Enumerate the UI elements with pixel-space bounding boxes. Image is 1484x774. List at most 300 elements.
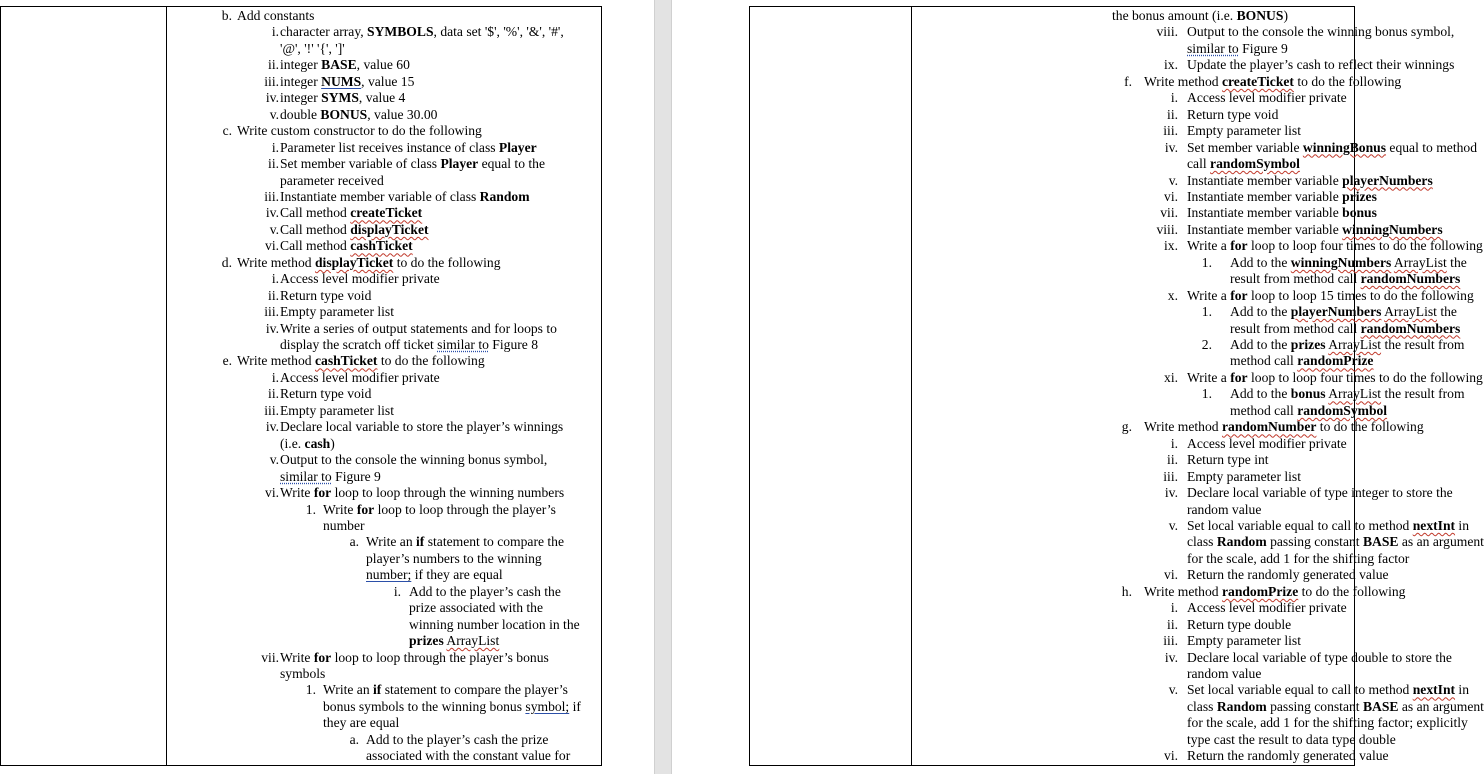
text-segment: associated with the constant value for xyxy=(366,748,571,764)
text-segment: symbols xyxy=(280,666,326,681)
text-segment: Empty parameter list xyxy=(1187,633,1302,649)
text-segment: Instantiate member variable xyxy=(1187,205,1343,221)
text-segment: BASE xyxy=(321,57,357,73)
instruction-text xyxy=(409,617,580,634)
text-segment: Write method xyxy=(237,254,315,270)
text-segment: Write xyxy=(280,485,314,501)
text-segment: Output to the console the winning bonus symbol, xyxy=(1187,24,1455,40)
instruction-line xyxy=(1,337,601,354)
instruction-text xyxy=(1187,650,1452,667)
instruction-line xyxy=(750,369,1483,387)
instruction-line xyxy=(750,353,1374,370)
instruction-line xyxy=(750,666,1354,683)
list-marker: e. xyxy=(222,353,232,369)
instruction-line xyxy=(1,600,601,617)
instruction-line xyxy=(750,238,1483,255)
list-marker: ii. xyxy=(1167,452,1178,468)
instruction-line xyxy=(1,419,601,436)
text-segment: Instantiate member variable of class xyxy=(280,188,480,204)
text-segment: the bonus amount (i.e. xyxy=(1112,8,1237,23)
instruction-line xyxy=(750,304,1457,321)
text-segment: , value 15 xyxy=(361,73,415,89)
instruction-line xyxy=(1,370,601,387)
text-segment: Update the player’s cash to reflect their winnings xyxy=(1187,57,1455,73)
text-segment: ArrayList xyxy=(1393,254,1447,270)
list-marker: v. xyxy=(269,106,279,122)
instruction-line xyxy=(1,173,601,190)
list-marker: i. xyxy=(271,369,279,385)
instruction-line xyxy=(1,452,601,469)
instruction-line xyxy=(750,24,1455,41)
list-marker: ii. xyxy=(1167,616,1178,632)
text-segment: Write a xyxy=(1187,287,1231,303)
text-segment: Access level modifier private xyxy=(1187,600,1347,616)
text-segment: cash xyxy=(304,435,331,451)
text-segment: to do the following xyxy=(377,353,485,369)
list-marker: i. xyxy=(271,24,279,40)
instruction-line xyxy=(750,402,1388,420)
text-segment: random value xyxy=(1187,501,1262,517)
instruction-text xyxy=(366,534,564,551)
instruction-text xyxy=(1230,403,1387,420)
list-marker: i. xyxy=(271,271,279,287)
instruction-text xyxy=(237,123,482,140)
text-segment: Figure 8 xyxy=(488,337,538,352)
text-segment: ) xyxy=(330,435,335,451)
instruction-line xyxy=(750,287,1474,305)
text-segment: Declare local variable of type double to store the xyxy=(1187,649,1452,665)
list-marker: iv. xyxy=(1164,139,1178,155)
list-marker: ix. xyxy=(1164,57,1178,73)
instruction-text xyxy=(237,8,314,25)
text-segment: integer xyxy=(280,73,322,89)
text-segment: ArrayList xyxy=(1384,304,1437,320)
text-segment: method call xyxy=(1230,402,1298,418)
instruction-line xyxy=(1,403,601,420)
text-segment: Write xyxy=(280,649,314,665)
list-marker: iii. xyxy=(264,73,279,89)
text-segment: loop to loop 15 times to do the following xyxy=(1247,287,1474,303)
list-marker: g. xyxy=(1121,419,1132,435)
list-marker: ii. xyxy=(268,287,279,303)
instruction-line xyxy=(1,666,601,683)
text-segment: in xyxy=(1455,517,1470,533)
list-marker: iv. xyxy=(265,419,279,435)
text-segment: Random xyxy=(1216,698,1267,714)
text-segment: Set local variable equal to call to method xyxy=(1187,517,1413,533)
instruction-text xyxy=(1230,321,1460,338)
instruction-line xyxy=(750,633,1354,650)
list-marker: ii. xyxy=(1167,106,1178,122)
instruction-text xyxy=(1187,732,1396,749)
text-segment: statement to compare the player’s xyxy=(381,682,568,698)
instruction-text xyxy=(1112,8,1288,25)
text-segment: the result from xyxy=(1381,386,1465,402)
instruction-line xyxy=(1,255,601,272)
instruction-line xyxy=(1,584,601,601)
text-segment: if xyxy=(373,682,382,698)
instruction-text xyxy=(323,699,581,716)
instruction-line xyxy=(750,567,1389,584)
text-segment: as an argument xyxy=(1398,534,1484,550)
text-segment: Return the randomly generated value xyxy=(1187,748,1389,764)
list-marker: vi. xyxy=(265,485,279,501)
text-segment: Return type void xyxy=(280,386,372,402)
instruction-text xyxy=(1187,24,1454,41)
text-segment: double xyxy=(280,106,321,122)
text-segment: the xyxy=(1436,304,1457,320)
instruction-text xyxy=(409,600,543,617)
list-marker: vi. xyxy=(265,238,279,254)
instruction-line xyxy=(1,140,601,157)
instruction-line xyxy=(750,469,1354,486)
text-segment: to do the following xyxy=(393,254,501,270)
text-segment: playerNumbers xyxy=(1290,304,1382,320)
instruction-line xyxy=(1,633,601,650)
instruction-line xyxy=(1,386,601,403)
text-segment: playerNumbers xyxy=(1342,172,1433,188)
instruction-line xyxy=(750,156,1354,173)
instruction-text xyxy=(280,337,538,354)
text-segment: '@', '!' '{', ']' xyxy=(280,40,345,56)
text-segment: for the scale, add 1 for the shifting factor; explicitly xyxy=(1187,715,1468,731)
instruction-text xyxy=(366,567,503,584)
instruction-text xyxy=(280,650,549,667)
list-marker: 1. xyxy=(1201,304,1212,320)
instruction-line xyxy=(1,304,601,321)
instruction-line xyxy=(750,502,1354,519)
text-segment: similar to xyxy=(280,468,332,484)
instruction-line xyxy=(1,551,601,568)
instruction-line xyxy=(750,107,1354,124)
text-segment: equal to method xyxy=(1386,139,1477,155)
list-marker: b. xyxy=(221,8,232,23)
instruction-text xyxy=(1187,222,1443,239)
instruction-line xyxy=(1,271,601,288)
text-segment: for xyxy=(313,485,332,501)
instruction-line xyxy=(750,205,1377,222)
instruction-text xyxy=(280,24,564,41)
text-segment: call xyxy=(1187,156,1211,172)
text-segment: , value 4 xyxy=(358,90,406,106)
text-segment: NUMS xyxy=(321,73,362,89)
instruction-text xyxy=(280,370,440,387)
instruction-text xyxy=(1187,469,1301,486)
list-marker: xi. xyxy=(1164,369,1178,385)
instruction-text xyxy=(409,633,499,650)
instruction-line xyxy=(750,254,1467,272)
text-segment: Figure 9 xyxy=(1238,40,1288,56)
instruction-line xyxy=(1,732,601,749)
instruction-text xyxy=(1187,173,1433,190)
instruction-line xyxy=(1,107,601,124)
instruction-line xyxy=(1,534,601,551)
text-segment: randomNumbers xyxy=(1360,320,1461,336)
text-segment: randomNumbers xyxy=(1360,271,1461,287)
instruction-line xyxy=(750,172,1433,190)
list-marker: iv. xyxy=(265,90,279,106)
text-segment: number xyxy=(323,517,365,533)
list-marker: d. xyxy=(221,254,232,270)
instruction-text xyxy=(280,156,545,173)
instruction-text xyxy=(280,666,325,683)
text-segment: createTicket xyxy=(1221,73,1294,89)
instruction-line xyxy=(1,502,601,519)
text-segment: nextInt xyxy=(1412,682,1456,698)
instruction-text xyxy=(1187,551,1409,568)
text-segment: Set member variable of class xyxy=(280,156,441,172)
instruction-text xyxy=(323,518,365,535)
text-segment: displayTicket xyxy=(314,254,394,270)
text-segment: Instantiate member variable xyxy=(1187,188,1343,204)
instruction-text xyxy=(280,271,440,288)
list-marker: 2. xyxy=(1201,337,1212,352)
instruction-text xyxy=(1187,502,1261,519)
text-segment: Random xyxy=(479,188,530,204)
text-segment: to do the following xyxy=(1316,419,1424,435)
text-segment: SYMBOLS xyxy=(367,24,434,40)
text-segment: Instantiate member variable xyxy=(1187,221,1343,237)
instruction-line xyxy=(1,288,601,305)
instruction-text xyxy=(366,732,548,749)
text-segment: loop to loop through the player’s bonus xyxy=(331,649,549,665)
instruction-text xyxy=(280,189,530,206)
text-segment: Set local variable equal to call to method xyxy=(1187,682,1413,698)
text-segment: to do the following xyxy=(1298,583,1406,599)
instruction-text xyxy=(1187,370,1483,387)
text-segment: randomPrize xyxy=(1297,353,1374,369)
text-segment: the xyxy=(1446,254,1467,270)
list-marker: iii. xyxy=(1163,468,1178,484)
instruction-text xyxy=(280,107,437,124)
text-segment: Write method xyxy=(1144,419,1222,435)
text-segment: in xyxy=(1455,682,1470,698)
instruction-text xyxy=(280,90,405,107)
text-segment: as an argument xyxy=(1398,698,1484,714)
instruction-line xyxy=(1,41,601,58)
text-segment: Return type int xyxy=(1187,452,1269,468)
instruction-text xyxy=(323,715,399,732)
instruction-line xyxy=(750,617,1354,634)
text-segment: winningNumbers xyxy=(1342,221,1443,237)
list-marker: h. xyxy=(1121,583,1132,599)
instruction-text xyxy=(1187,436,1347,453)
text-segment: the result from xyxy=(1381,337,1465,352)
instruction-text xyxy=(1187,748,1389,765)
instruction-line xyxy=(750,337,1465,354)
list-marker: 1. xyxy=(305,682,316,698)
list-marker: i. xyxy=(1170,90,1178,106)
text-segment: bonus symbols to the winning bonus xyxy=(323,698,526,714)
text-segment: Add to the player’s cash the xyxy=(409,583,561,599)
text-segment: randomPrize xyxy=(1221,583,1299,599)
list-marker: ii. xyxy=(268,156,279,172)
instruction-text xyxy=(280,74,414,91)
text-segment: Declare local variable of type integer to store the xyxy=(1187,485,1453,501)
instruction-text xyxy=(280,419,563,436)
instruction-text xyxy=(409,584,561,601)
list-marker: viii. xyxy=(1156,221,1178,237)
list-marker: ii. xyxy=(268,57,279,73)
text-segment: ArrayList xyxy=(1328,386,1382,402)
text-segment: Instantiate member variable xyxy=(1187,172,1343,188)
list-marker: ix. xyxy=(1164,238,1178,254)
instruction-text xyxy=(1144,419,1424,436)
instruction-line xyxy=(750,583,1406,601)
text-segment: Write an xyxy=(323,682,374,698)
text-segment: winningBonus xyxy=(1302,139,1387,155)
instruction-line xyxy=(1,156,601,173)
list-marker: vi. xyxy=(1164,188,1178,204)
list-marker: iv. xyxy=(265,205,279,221)
text-segment: symbol; xyxy=(525,698,570,714)
list-marker: 1. xyxy=(1201,254,1212,270)
instruction-line xyxy=(750,57,1455,74)
text-segment: class xyxy=(1187,534,1217,550)
page-gap xyxy=(654,0,672,774)
list-marker: iii. xyxy=(1163,123,1178,139)
instruction-text xyxy=(280,403,394,420)
list-marker: 1. xyxy=(1201,386,1212,402)
list-marker: c. xyxy=(222,123,232,139)
instruction-line xyxy=(750,682,1470,699)
list-marker: 1. xyxy=(305,501,316,517)
instruction-text xyxy=(1187,238,1483,255)
text-segment: cashTicket xyxy=(350,238,413,254)
instruction-line xyxy=(750,419,1424,436)
text-segment: Output to the console the winning bonus symbol, xyxy=(280,452,548,468)
text-segment: Write method xyxy=(237,353,315,369)
text-segment: Access level modifier private xyxy=(1187,90,1347,106)
text-segment: Write custom constructor to do the following xyxy=(237,123,482,139)
text-segment: winning number location in the xyxy=(409,616,580,632)
instruction-text xyxy=(366,748,570,765)
instruction-line xyxy=(750,485,1453,502)
list-marker: v. xyxy=(1168,517,1178,533)
text-segment: Write a series of output statements and for loops to xyxy=(280,320,557,336)
instruction-text xyxy=(1187,567,1389,584)
text-segment: Figure 9 xyxy=(331,468,381,484)
instruction-line xyxy=(750,271,1461,288)
instruction-text xyxy=(1187,90,1347,107)
list-marker: iv. xyxy=(265,320,279,336)
text-segment: ) xyxy=(1283,8,1288,23)
text-segment: Write a xyxy=(1187,238,1231,254)
instruction-text xyxy=(1187,189,1377,206)
text-segment: , value 30.00 xyxy=(367,106,438,122)
text-segment: bonus xyxy=(1342,205,1377,221)
text-segment: equal to the xyxy=(478,156,546,172)
instruction-text xyxy=(1187,485,1453,502)
instruction-text xyxy=(237,353,485,370)
instruction-line xyxy=(1,617,601,634)
instruction-text xyxy=(1230,271,1460,288)
instruction-line xyxy=(750,90,1354,107)
instruction-text xyxy=(1187,715,1468,732)
text-segment: ArrayList xyxy=(446,633,500,649)
text-segment: if xyxy=(416,534,425,550)
instruction-text xyxy=(280,140,537,157)
text-segment: , value 60 xyxy=(356,57,410,73)
instruction-text xyxy=(280,469,381,486)
list-marker: i. xyxy=(1170,600,1178,616)
instruction-line xyxy=(750,748,1389,765)
instruction-line xyxy=(1,57,601,74)
text-segment: if xyxy=(569,698,581,714)
text-segment: bonus xyxy=(1290,386,1326,402)
list-marker: v. xyxy=(269,221,279,237)
text-segment: prizes xyxy=(1290,337,1326,352)
instruction-line xyxy=(750,436,1354,453)
instruction-text xyxy=(1187,205,1377,222)
list-marker: x. xyxy=(1167,287,1178,303)
list-marker: iv. xyxy=(1164,485,1178,501)
instruction-text xyxy=(1230,337,1464,354)
instruction-text xyxy=(1187,534,1484,551)
list-marker: a. xyxy=(349,534,359,550)
instruction-line xyxy=(750,123,1354,140)
list-marker: ii. xyxy=(268,386,279,402)
instruction-text xyxy=(280,386,371,403)
text-segment: for xyxy=(313,649,332,665)
instruction-text xyxy=(280,57,410,74)
instruction-line xyxy=(750,8,1354,25)
text-segment: for xyxy=(1230,287,1248,303)
instruction-text xyxy=(1230,386,1465,403)
text-segment: loop to loop four times to do the following xyxy=(1247,369,1483,385)
text-segment: Return type double xyxy=(1187,616,1292,632)
text-segment: Access level modifier private xyxy=(280,369,440,385)
text-segment: Empty parameter list xyxy=(1187,468,1302,484)
text-segment: passing constant xyxy=(1266,534,1363,550)
list-marker: viii. xyxy=(1156,24,1178,40)
instruction-text xyxy=(1187,682,1469,699)
instruction-line xyxy=(750,73,1402,91)
list-marker: a. xyxy=(349,731,359,747)
instruction-line xyxy=(750,188,1377,206)
instruction-line xyxy=(1,650,601,667)
text-segment: displayTicket xyxy=(350,221,429,237)
text-segment: randomSymbol xyxy=(1297,402,1388,418)
text-segment: Add to the player’s cash the prize xyxy=(366,731,549,747)
instruction-text xyxy=(1187,617,1291,634)
instruction-line xyxy=(1,24,601,41)
instruction-text xyxy=(1230,353,1373,370)
text-segment: Add to the xyxy=(1230,337,1291,352)
instruction-text xyxy=(280,222,429,239)
text-segment: Empty parameter list xyxy=(1187,123,1302,139)
instruction-line xyxy=(1,321,601,338)
instruction-text xyxy=(1187,107,1278,124)
instruction-line xyxy=(1,699,601,716)
instruction-line xyxy=(750,452,1354,469)
text-segment: for xyxy=(1230,238,1248,254)
text-segment: type cast the result to data type double xyxy=(1187,731,1396,747)
list-marker: vii. xyxy=(261,649,279,665)
text-segment: Add to the xyxy=(1230,386,1291,402)
instruction-text xyxy=(1187,57,1454,74)
text-segment: they are equal xyxy=(323,715,400,731)
text-segment: Parameter list receives instance of class xyxy=(280,139,499,155)
text-segment: integer xyxy=(280,90,322,106)
instruction-line xyxy=(750,41,1354,58)
instruction-text xyxy=(280,452,547,469)
instruction-line xyxy=(1,485,601,502)
text-segment: Empty parameter list xyxy=(280,304,395,320)
text-segment: Return the randomly generated value xyxy=(1187,567,1389,583)
text-segment: integer xyxy=(280,57,322,73)
text-segment: Player xyxy=(498,139,537,155)
